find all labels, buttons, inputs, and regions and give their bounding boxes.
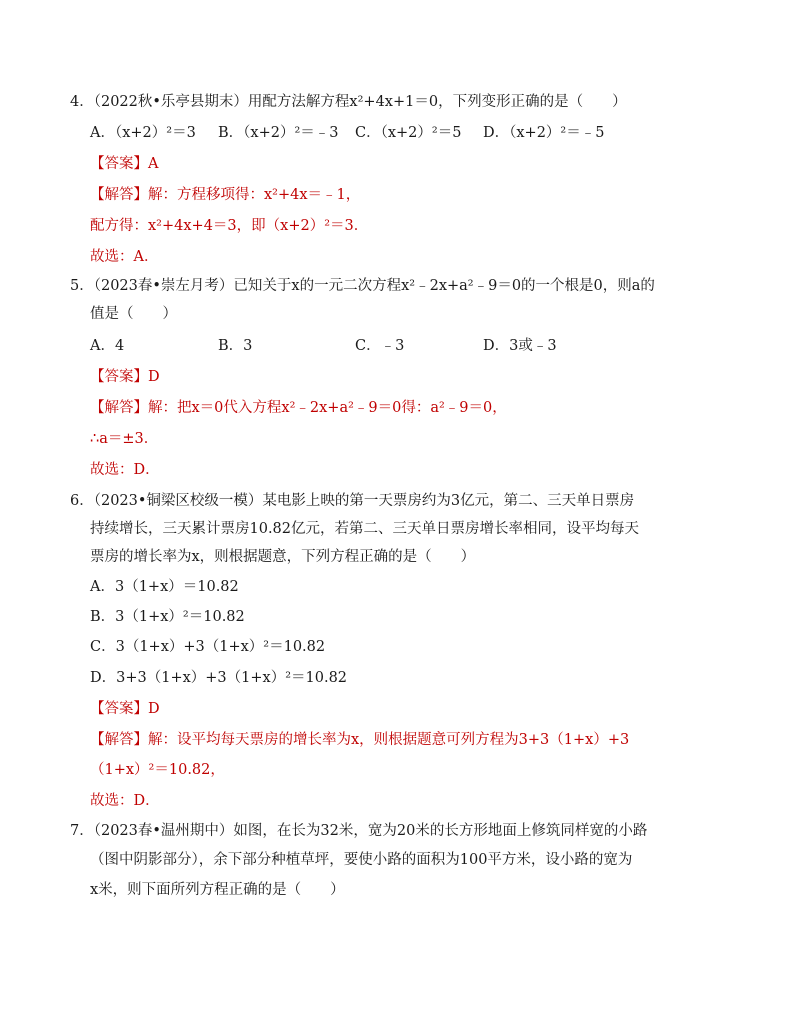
option-c: C．﹣3 <box>355 338 405 354</box>
option-c: C．3（1+x）+3（1+x）²＝10.82 <box>90 639 326 655</box>
solution-text: 解：设平均每天票房的增长率为x，则根据题意可列方程为3+3（1+x）+3 <box>148 732 630 748</box>
question-4-options <box>90 122 710 144</box>
option-c: C．（x+2）²＝5 <box>355 125 462 141</box>
answer-value: D <box>148 701 160 717</box>
solution-text: 解：把x＝0代入方程x²﹣2x+a²﹣9＝0得：a²﹣9＝0， <box>148 400 507 416</box>
solution-text: （1+x）²＝10.82， <box>90 762 225 778</box>
option-d: D．（x+2）²＝﹣5 <box>483 125 605 141</box>
option-b: B．3（1+x）²＝10.82 <box>90 609 245 625</box>
option-b: B．3 <box>218 338 253 354</box>
answer-line <box>90 698 160 720</box>
option-a: A．4 <box>90 338 125 354</box>
option-a: A．（x+2）²＝3 <box>90 125 196 141</box>
option-b: B．（x+2）²＝﹣3 <box>218 125 339 141</box>
solution-label: 【解答】 <box>90 187 148 203</box>
question-7-stem: 7．（2023春•温州期中）如图，在长为32米，宽为20米的长方形地面上修筑同样宽的小路 <box>70 823 648 839</box>
question-5-stem: 值是（ ） <box>90 306 177 322</box>
question-6-stem: 6．（2023•铜梁区校级一模）某电影上映的第一天票房约为3亿元，第二、三天单日票房 <box>70 493 635 509</box>
solution-line <box>90 729 629 751</box>
option-a: A．3（1+x）＝10.82 <box>90 579 239 595</box>
answer-value: D <box>148 369 160 385</box>
answer-line <box>90 153 158 175</box>
answer-line <box>90 366 160 388</box>
question-4-stem: 4．（2022秋•乐亭县期末）用配方法解方程x²+4x+1＝0，下列变形正确的是（ ） <box>70 94 627 110</box>
answer-label: 【答案】 <box>90 156 148 172</box>
solution-text: 配方得：x²+4x+4＝3，即（x+2）²＝3． <box>90 218 369 234</box>
option-d: D．3+3（1+x）+3（1+x）²＝10.82 <box>90 670 348 686</box>
solution-label: 【解答】 <box>90 400 148 416</box>
question-6-stem: 票房的增长率为x，则根据题意，下列方程正确的是（ ） <box>90 549 476 565</box>
answer-value: A <box>148 156 159 172</box>
solution-text: 故选：D． <box>90 793 160 809</box>
solution-line <box>90 184 360 206</box>
question-7-stem: x米，则下面所列方程正确的是（ ） <box>90 882 345 898</box>
solution-line <box>90 397 507 419</box>
solution-label: 【解答】 <box>90 732 148 748</box>
solution-text: 故选：D． <box>90 462 160 478</box>
question-5-stem: 5．（2023春•崇左月考）已知关于x的一元二次方程x²﹣2x+a²﹣9＝0的一个根是0，则a的 <box>70 278 655 294</box>
solution-text: ∴a＝±3． <box>90 431 159 447</box>
option-d: D．3或﹣3 <box>483 338 557 354</box>
question-7-stem: （图中阴影部分），余下部分种植草坪，要使小路的面积为100平方米，设小路的宽为 <box>90 852 633 868</box>
answer-label: 【答案】 <box>90 369 148 385</box>
question-6-stem: 持续增长，三天累计票房10.82亿元，若第二、三天单日票房增长率相同，设平均每天 <box>90 521 640 537</box>
solution-text: 解：方程移项得：x²+4x＝﹣1， <box>148 187 361 203</box>
answer-label: 【答案】 <box>90 701 148 717</box>
solution-text: 故选：A． <box>90 249 159 265</box>
question-5-options <box>90 335 710 357</box>
